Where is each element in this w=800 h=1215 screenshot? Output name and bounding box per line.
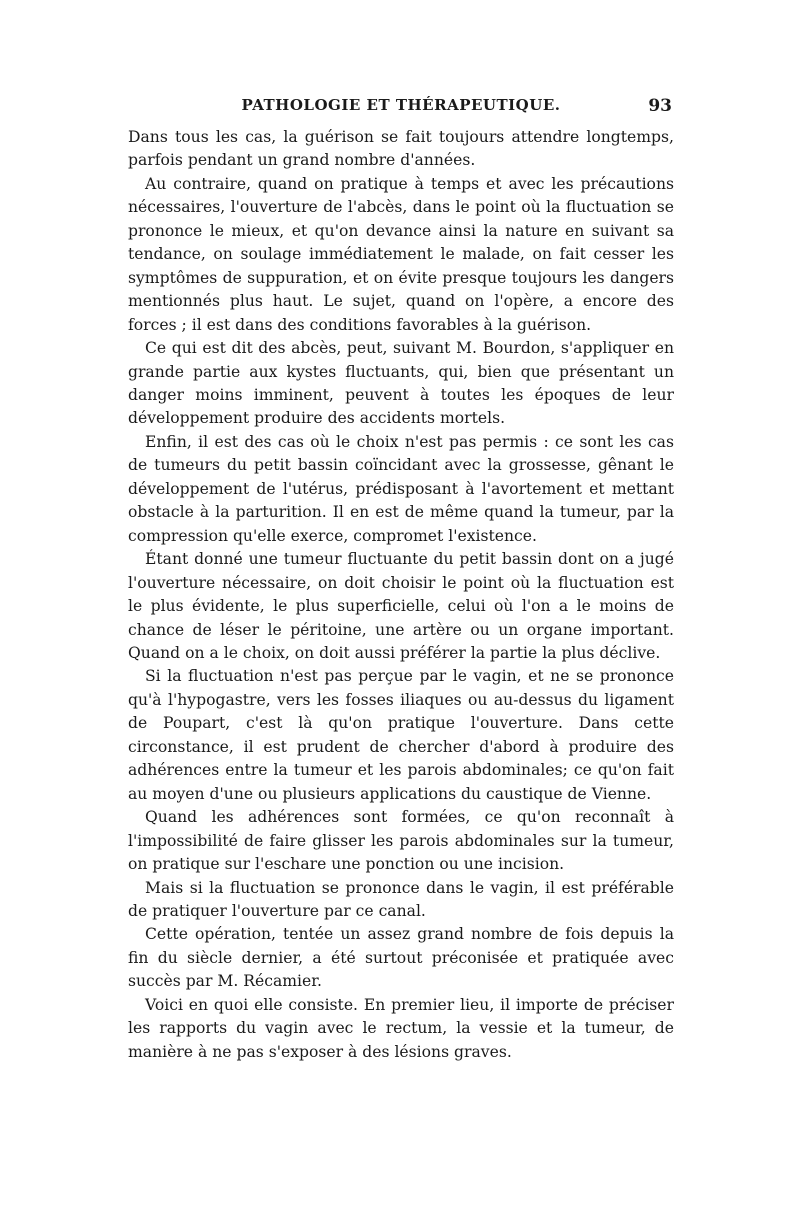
book-page	[128, 96, 674, 1064]
body-text	[128, 126, 674, 1064]
running-title: PATHOLOGIE ET THÉRAPEUTIQUE.	[241, 96, 561, 114]
paragraph: Dans tous les cas, la guérison se fait toujours attendre longtemps, parfois pendant un grand nombre d'années.	[128, 128, 674, 170]
paragraph: Mais si la fluctuation se prononce dans le vagin, il est préférable de pratiquer l'ouverture par ce canal.	[128, 878, 674, 920]
paragraph: Enfin, il est des cas où le choix n'est pas permis : ce sont les cas de tumeurs du petit bassin coïncidant avec la grossesse, gênant le développement de l'utérus, prédisposant à l'avortement et mettant obstacle à la parturition. Il en est de même quand la tumeur, par la compression qu'elle exerce, compromet l'existence.	[128, 432, 674, 545]
paragraph: Ce qui est dit des abcès, peut, suivant M. Bourdon, s'appliquer en grande partie aux kystes fluctuants, qui, bien que présentant un danger moins imminent, peuvent à toutes les époques de leur développement produire des accidents mortels.	[128, 339, 674, 428]
page-number: 93	[648, 96, 672, 116]
paragraph: Cette opération, tentée un assez grand nombre de fois depuis la fin du siècle dernier, a été surtout préconisée et pratiquée avec succès par M. Récamier.	[128, 925, 674, 991]
paragraph: Quand les adhérences sont formées, ce qu'on reconnaît à l'impossibilité de faire glisser les parois abdominales sur la tumeur, on pratique sur l'eschare une ponction ou une incision.	[128, 808, 674, 874]
paragraph: Si la fluctuation n'est pas perçue par le vagin, et ne se prononce qu'à l'hypogastre, vers les fosses iliaques ou au-dessus du ligament de Poupart, c'est là qu'on pratique l'ouverture. Dans cette circonstance, il est prudent de chercher d'abord à produire des adhérences entre la tumeur et les parois abdominales; ce qu'on fait au moyen d'une ou plusieurs applications du caustique de Vienne.	[128, 667, 674, 803]
paragraph: Au contraire, quand on pratique à temps et avec les précautions nécessaires, l'ouverture de l'abcès, dans le point où la fluctuation se prononce le mieux, et qu'on devance ainsi la nature en suivant sa tendance, on soulage immédiatement le malade, on fait cesser les symptômes de suppuration, et on évite presque toujours les dangers mentionnés plus haut. Le sujet, quand on l'opère, a encore des forces ; il est dans des conditions favorables à la guérison.	[128, 174, 674, 334]
page-header	[128, 96, 674, 122]
paragraph: Étant donné une tumeur fluctuante du petit bassin dont on a jugé l'ouverture nécessaire, on doit choisir le point où la fluctuation est le plus évidente, le plus superficielle, celui où l'on a le moins de chance de léser le péritoine, une artère ou un organe important. Quand on a le choix, on doit aussi préférer la partie la plus déclive.	[128, 550, 674, 662]
paragraph: Voici en quoi elle consiste. En premier lieu, il importe de préciser les rapports du vagin avec le rectum, la vessie et la tumeur, de manière à ne pas s'exposer à des lésions graves.	[128, 995, 674, 1061]
